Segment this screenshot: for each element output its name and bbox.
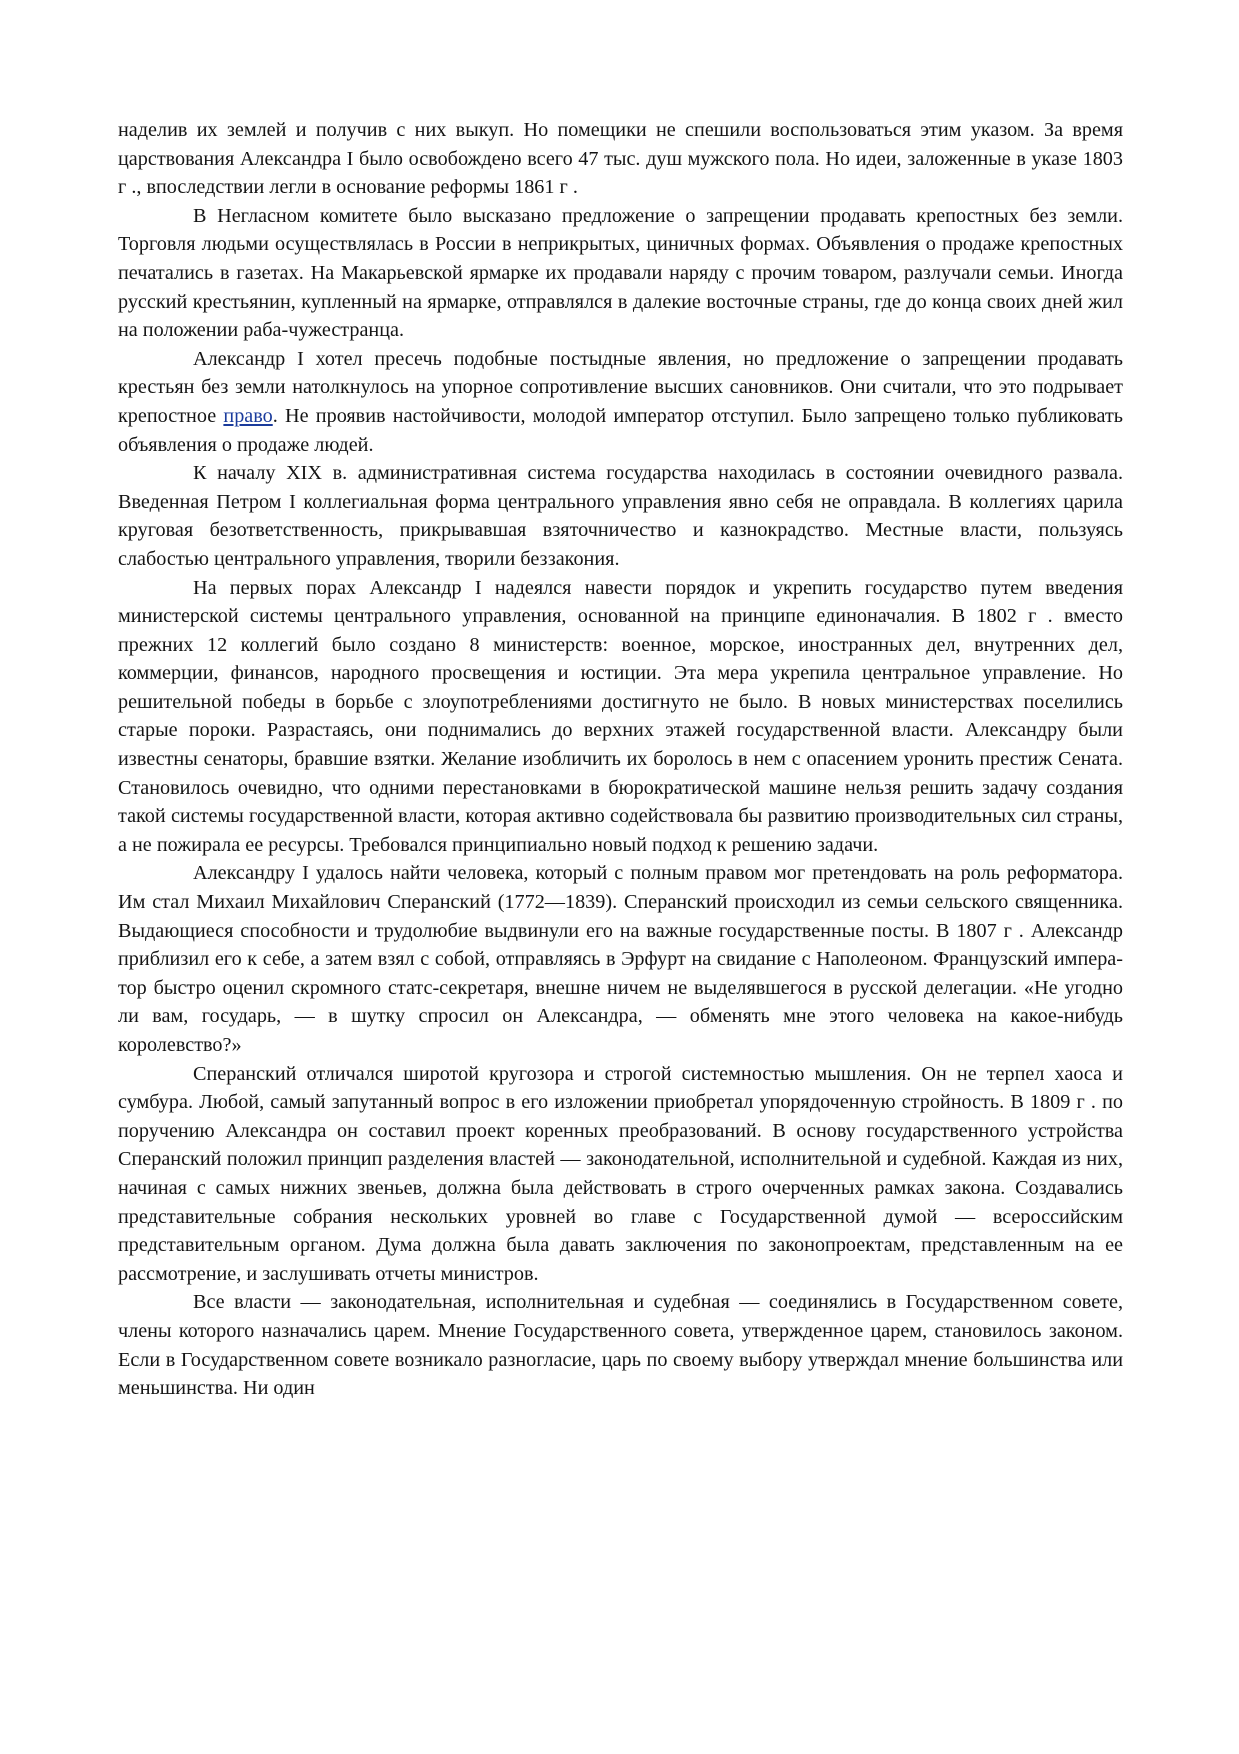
paragraph-7: Сперанский отличался широтой кругозора и строгой системностью мышления. Он не терпел хаоса и сумбура. Любой, самый запутанный вопрос в его изложении приобретал упорядоченную стройность. В 1809 г . по поручению Александра он составил проект коренных преобразований. В основу государственного устройства Сперанский положил принцип разделения властей — законодательной, исполнительной и судебной. Каждая из них, начиная с самых нижних звеньев, должна была действовать в строго очерченных рамках закона. Создавались представительные собрания нескольких уровней во главе с Государственной думой — всероссийским представительным органом. Дума должна была давать заключения по законопроектам, представленным на ее рассмотрение, и заслушивать отчеты министров. <box>118 1062 1123 1285</box>
paragraph-3-text-after: . Не проявив настойчивости, молодой император отступил. Было запрещено только публиковать объявления о продаже людей. <box>118 404 1124 456</box>
paragraph-1: наделив их землей и получив с них выкуп. Но помещики не спешили воспользоваться этим указом. За время царствования Александра I было освобождено всего 47 тыс. душ мужского пола. Но идеи, заложенные в указе 1803 г ., впоследствии легли в основание реформы 1861 г . <box>118 119 1123 199</box>
pravo-link[interactable]: право <box>223 404 273 427</box>
paragraph-2: В Негласном комитете было высказано предложение о запрещении продавать крепостных без земли. Торговля людьми осуществлялась в России в неприкрытых, циничных формах. Объявления о продаже крепостных печатались в газетах. На Макарьевской ярмарке их продавали наряду с прочим товаром, разлучали семьи. Иногда русский крестьянин, купленный на ярмарке, отправлялся в далекие восточные страны, где до конца своих дней жил на положении раба-чужестранца. <box>118 204 1123 342</box>
paragraph-3 <box>118 345 1123 459</box>
paragraph-6: Александру I удалось найти человека, который с полным правом мог претендовать на роль реформатора. Им стал Михаил Михайлович Сперанский (1772—1839). Сперанский происходил из семьи сельского священника. Выдающиеся способности и трудолюбие выдвинули его на важные государственные посты. В 1807 г . Александр приблизил его к себе, а затем взял с собой, отправляясь в Эрфурт на свидание с Наполеоном. Французский император быстро оценил скромного статс-секретаря, внешне ничем не выделявшегося в русской делегации. «Не угодно ли вам, государь, — в шутку спросил он Александра, — обменять мне этого человека на какое-нибудь королевство?» <box>118 862 1123 1056</box>
paragraph-3-text-before: Александр I хотел пресечь подобные постыдные явления, но предложение о запрещении продавать крестьян без земли натолкнулось на упорное сопротивление высших сановников. Они считали, что это подрывает крепостное <box>118 347 1123 427</box>
paragraph-8: Все власти — законодательная, исполнительная и судебная — соединялись в Государственном совете, члены которого назначались царем. Мнение Государственного совета, утвержденное царем, становилось законом. Если в Государственном совете возникало разногласие, царь по своему выбору утверждал мнение большинства или меньшинства. Ни один <box>118 1291 1123 1400</box>
paragraph-5: На первых порах Александр I надеялся навести порядок и укрепить государство путем введения министерской системы центрального управления, основанной на принципе единоначалия. В 1802 г . вместо прежних 12 коллегий было создано 8 министерств: военное, морское, иностранных дел, внутренних дел, коммерции, финансов, народного просвещения и юстиции. Эта мера укрепила центральное управление. Но решительной победы в борьбе с злоупотреблениями достигнуто не было. В новых министерствах поселились старые пороки. Разрастаясь, они поднимались до верхних этажей государственной власти. Александру были известны сенаторы, бравшие взятки. Желание изобличить их боролось в нем с опасением уронить престиж Сената. Становилось очевидно, что одними перестановками в бюрократической машине нельзя решить задачу создания такой системы государственной власти, которая активно содействовала бы развитию производительных сил страны, а не пожирала ее ресурсы. Требовался принципиально новый подход к решению задачи. <box>118 576 1123 856</box>
document-page <box>118 116 1123 1403</box>
paragraph-4: К началу XIX в. административная система государства находилась в состоянии очевидного развала. Введенная Петром I коллегиальная форма центрального управления явно себя не оправдала. В коллегиях царила круговая безответственность, прикрывавшая взяточничество и казнокрадство. Местные власти, пользуясь слабостью центрального управления, творили беззакония. <box>118 462 1123 570</box>
